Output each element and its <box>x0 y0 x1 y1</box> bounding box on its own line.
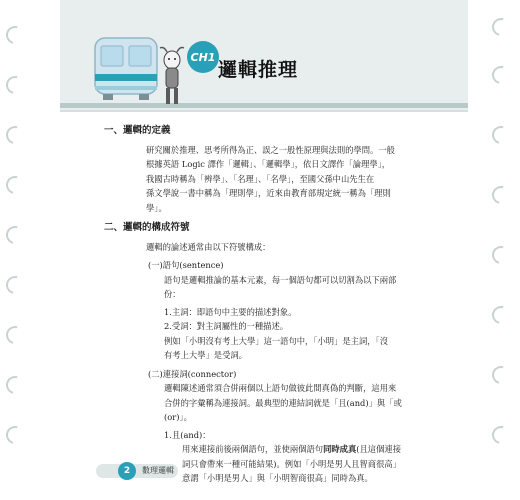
and-item-title: 1.且(and)： <box>164 429 211 440</box>
text-line: 有考上大學」是受詞。 <box>164 350 247 360</box>
text-span: (且這個連接 <box>356 444 401 454</box>
section-title-symbols: 二、邏輯的構成符號 <box>104 222 190 233</box>
text-line <box>182 442 402 457</box>
symbols-intro: 邏輯的論述通常由以下符號構成： <box>146 241 271 252</box>
text-line: 份： <box>164 289 181 299</box>
list-item: 2.受詞：對主詞屬性的一種描述。 <box>164 321 289 331</box>
text-line: 研究關於推理、思考所得為正、誤之一般性原理與法則的學問。一般 <box>146 144 395 155</box>
goat-mascot-icon <box>158 46 186 108</box>
text-line: 我國古時稱為「辨學」、「名理」、「名學」，至國父孫中山先生在 <box>146 173 375 184</box>
text-line: 例如「小明沒有考上大學」這一語句中，「小明」是主詞，「沒 <box>164 335 389 346</box>
train-icon <box>93 36 165 102</box>
text-line: 邏輯陳述通常須合併兩個以上語句做彼此間真偽的判斷，這用來 <box>164 383 397 393</box>
page-footer <box>96 460 396 482</box>
page-number: 2 <box>118 462 136 480</box>
subsection-title-connector: (二)連接詞(connector) <box>148 368 237 379</box>
text-line: 意謂「小明是男人」與「小明智商很高」同時為真。 <box>182 473 373 483</box>
sentence-paragraph <box>164 273 402 302</box>
section-title-definition: 一、邏輯的定義 <box>104 125 171 136</box>
left-margin-decoration <box>0 0 60 500</box>
text-line: 合併的字彙稱為連接詞。最典型的連結詞就是「且(and)」與「或 <box>164 397 402 408</box>
text-line: (or)」。 <box>164 412 192 422</box>
text-span: 用來連接前後兩個語句，並使兩個語句 <box>182 444 324 454</box>
sentence-items <box>164 305 402 363</box>
text-line: 孫文學說一書中稱為「理則學」，近來由教育部規定統一稱為「理則 <box>146 188 391 198</box>
right-margin-decoration <box>468 0 520 500</box>
page-content <box>104 124 402 486</box>
text-line: 學」。 <box>146 202 167 213</box>
text-line: 語句是邏輯推論的基本元素，每一個語句都可以切割為以下兩部 <box>164 274 397 285</box>
subsection-title-sentence: (一)語句(sentence) <box>148 260 224 270</box>
chapter-title: 邏輯推理 <box>218 59 299 81</box>
rail-track-shadow <box>60 110 468 112</box>
definition-paragraph <box>146 143 402 216</box>
emphasis-text: 同時成真 <box>323 444 357 454</box>
footer-book-title: 數理邏輯 <box>142 466 174 475</box>
chapter-badge: CH1 <box>187 41 219 73</box>
rail-track <box>60 103 468 108</box>
text-line: 根據英語 Logic 譯作「邏輯」、「邏輯學」，依日文譯作「論理學」， <box>146 159 391 169</box>
list-item: 1.主詞：即語句中主要的描述對象。 <box>164 306 297 317</box>
connector-paragraph <box>164 381 402 425</box>
text-line: 詞只會帶來一種可能結果)。例如「小明是男人且智商很高」 <box>182 458 401 469</box>
